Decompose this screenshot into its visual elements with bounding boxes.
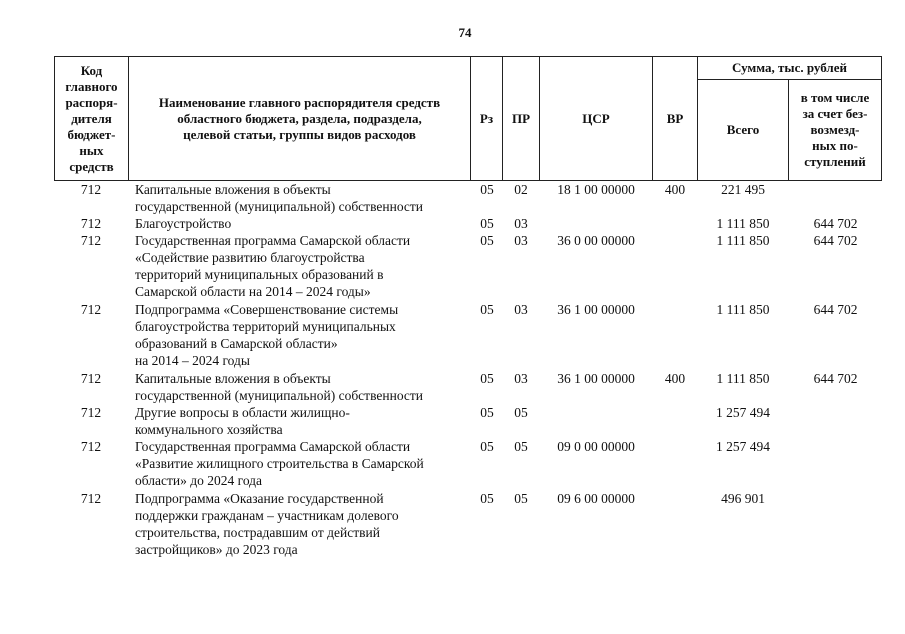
header-text-line: главного [65,78,118,94]
row-name [135,404,470,438]
row-rz: 05 [480,182,494,197]
row-total: 221 495 [721,182,765,197]
header-text-line: областного бюджета, раздела, подраздела, [177,110,422,126]
row-csr: 36 0 00 00000 [557,233,635,248]
header-text-line: ных по- [812,138,858,153]
header-text-line: распоря- [65,94,118,110]
row-pr: 03 [514,371,528,386]
row-name-line: благоустройства территорий муниципальных [135,319,396,334]
row-vr: 400 [664,371,686,386]
row-code: 712 [80,371,102,386]
header-text-line: ступлений [804,154,866,169]
row-name [135,370,470,404]
row-total: 1 111 850 [716,302,770,317]
row-name-line: Подпрограмма «Совершенствование системы [135,302,399,317]
row-pr: 03 [514,302,528,317]
row-name-line: Благоустройство [135,216,232,231]
row-csr: 36 1 00 00000 [557,371,635,386]
header-pr: ПР [511,110,531,126]
row-name-line: образований в Самарской области» [135,336,338,351]
header-free [789,80,881,180]
row-pr: 05 [514,491,528,506]
row-free: 644 702 [813,371,858,386]
row-pr: 02 [514,182,528,197]
row-rz: 05 [480,216,494,231]
row-name [135,181,470,215]
header-text-line: Код [80,62,103,78]
row-name-line: Самарской области на 2014 – 2024 годы» [135,284,371,299]
row-name [135,301,470,369]
row-rz: 05 [480,302,494,317]
row-csr: 18 1 00 00000 [557,182,635,197]
header-text-line: целевой статьи, группы видов расходов [183,126,416,142]
row-code: 712 [80,233,102,248]
row-name-line: Государственная программа Самарской области [135,439,411,454]
row-name-line: коммунального хозяйства [135,422,283,437]
row-rz: 05 [480,405,494,420]
row-name-line: Подпрограмма «Оказание государственной [135,491,384,506]
row-vr: 400 [664,182,686,197]
row-name [135,490,470,558]
row-code: 712 [80,405,102,420]
row-name-line: Государственная программа Самарской области [135,233,411,248]
row-name [135,438,470,489]
page-number: 74 [458,25,472,40]
row-name-line: «Содействие развитию благоустройства [135,250,365,265]
header-code [55,57,128,180]
row-pr: 03 [514,216,528,231]
row-pr: 03 [514,233,528,248]
header-rz: Рз [479,110,494,126]
row-rz: 05 [480,491,494,506]
row-code: 712 [80,216,102,231]
row-code: 712 [80,302,102,317]
header-text-line: за счет без- [802,106,868,121]
row-total: 1 111 850 [716,371,770,386]
header-name [129,57,470,180]
header-csr: ЦСР [582,110,610,126]
row-pr: 05 [514,439,528,454]
row-code: 712 [80,182,102,197]
row-name-line: Другие вопросы в области жилищно- [135,405,350,420]
row-name-line: территорий муниципальных образований в [135,267,384,282]
row-name-line: Капитальные вложения в объекты [135,371,331,386]
row-total: 1 257 494 [716,439,770,454]
row-code: 712 [80,491,102,506]
row-rz: 05 [480,439,494,454]
header-vr: ВР [666,110,684,126]
row-total: 496 901 [721,491,765,506]
row-free: 644 702 [813,233,858,248]
header-total: Всего [726,122,760,137]
row-free: 644 702 [813,216,858,231]
row-name [135,232,470,300]
row-code: 712 [80,439,102,454]
row-csr: 36 1 00 00000 [557,302,635,317]
header-text-line: дителя [71,110,112,126]
row-name-line: Капитальные вложения в объекты [135,182,331,197]
row-csr: 09 0 00 00000 [557,439,635,454]
row-name-line: поддержки гражданам – участникам долевого [135,508,399,523]
header-text-line: ных [79,142,104,158]
header-text-line: Наименование главного распорядителя средств [158,94,441,110]
row-name-line: государственной (муниципальной) собственности [135,388,424,403]
row-name [135,215,470,232]
row-name-line: государственной (муниципальной) собственности [135,199,424,214]
header-text-line: возмезд- [810,122,860,137]
row-name-line: области» до 2024 года [135,473,263,488]
row-rz: 05 [480,233,494,248]
row-free: 644 702 [813,302,858,317]
row-total: 1 257 494 [716,405,770,420]
row-name-line: застройщиков» до 2023 года [135,542,298,557]
row-rz: 05 [480,371,494,386]
row-name-line: на 2014 – 2024 годы [135,353,250,368]
row-name-line: «Развитие жилищного строительства в Самарской [135,456,424,471]
header-sum: Сумма, тыс. рублей [732,60,847,75]
row-total: 1 111 850 [716,233,770,248]
header-text-line: в том числе [800,90,870,105]
row-name-line: строительства, пострадавшим от действий [135,525,380,540]
row-total: 1 111 850 [716,216,770,231]
row-pr: 05 [514,405,528,420]
header-text-line: средств [69,158,114,174]
row-csr: 09 6 00 00000 [557,491,635,506]
header-text-line: бюджет- [67,126,116,142]
